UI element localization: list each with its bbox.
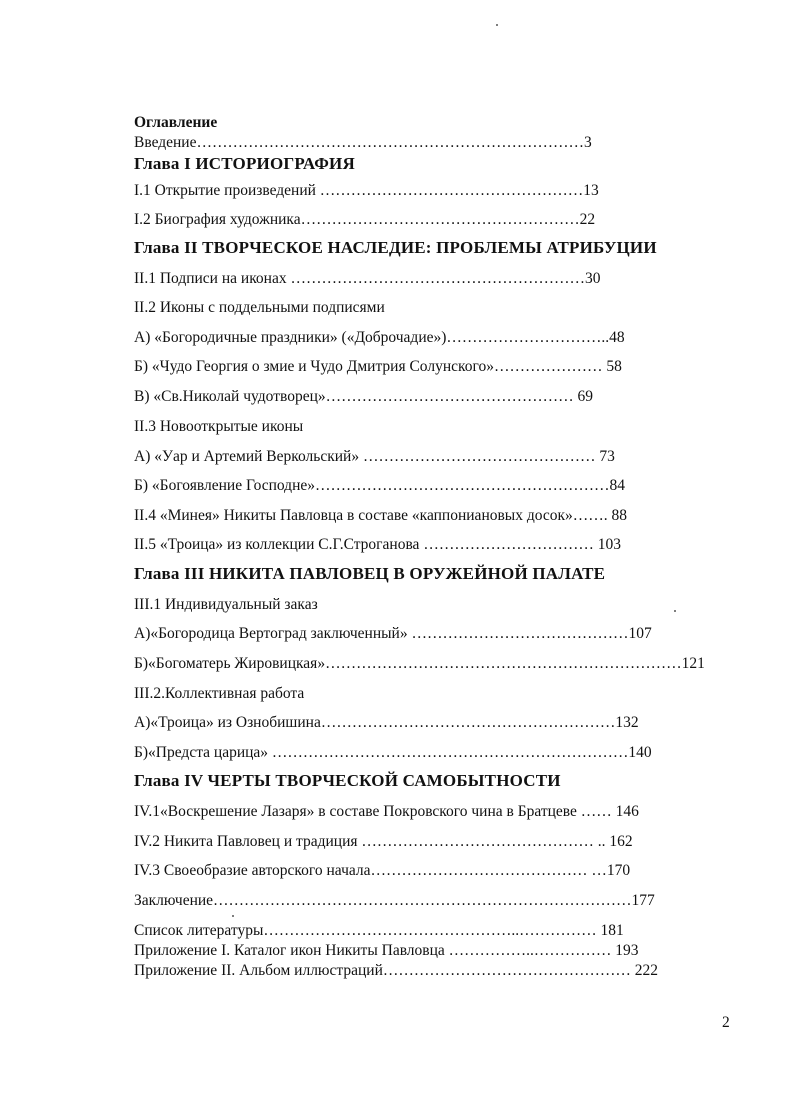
scan-speck <box>674 610 676 612</box>
toc-entry-3-1-a: А)«Богородица Вертоград заключенный» ……………………………………107 <box>134 625 652 642</box>
scan-speck <box>496 24 498 26</box>
toc-entry-4-2: IV.2 Никита Павловец и традиция ……………………………………… .. 162 <box>134 833 633 850</box>
toc-entry-2-2-a: А) «Богородичные праздники» («Доброчадие»)…………………………..48 <box>134 329 625 346</box>
toc-chapter-1-heading: Глава I ИСТОРИОГРАФИЯ <box>134 154 355 173</box>
toc-entry-3-2-a: А)«Троица» из Ознобишина…………………………………………………132 <box>134 714 639 731</box>
toc-entry-2-2-c: В) «Св.Николай чудотворец»………………………………………… 69 <box>134 388 594 405</box>
toc-chapter-2-heading: Глава II ТВОРЧЕСКОЕ НАСЛЕДИЕ: ПРОБЛЕМЫ АТРИБУЦИИ <box>134 238 657 257</box>
toc-entry-1-1: I.1 Открытие произведений ……………………………………………13 <box>134 182 599 199</box>
toc-entry-2-3-b: Б) «Богоявление Господне»…………………………………………………84 <box>134 477 625 494</box>
scan-speck <box>232 915 234 917</box>
toc-entry-2-5: II.5 «Троица» из коллекции С.Г.Строганова …………………………… 103 <box>134 536 621 553</box>
toc-entry-appendix-2: Приложение II. Альбом иллюстраций………………………………………… 222 <box>134 962 658 979</box>
toc-entry-bibliography: Список литературы…………………………………………..…………… 181 <box>134 922 624 939</box>
toc-entry-appendix-1: Приложение I. Каталог икон Никиты Павловца ……………..…………… 193 <box>134 942 639 959</box>
toc-entry-1-2: I.2 Биография художника………………………………………………22 <box>134 211 596 228</box>
toc-entry-3-2-b: Б)«Предста царица» ……………………………………………………………140 <box>134 744 652 761</box>
toc-entry-2-3: II.3 Новооткрытые иконы <box>134 418 304 435</box>
toc-chapter-4-heading: Глава IV ЧЕРТЫ ТВОРЧЕСКОЙ САМОБЫТНОСТИ <box>134 771 561 790</box>
toc-title: Оглавление <box>134 114 218 131</box>
toc-chapter-3-heading: Глава III НИКИТА ПАВЛОВЕЦ В ОРУЖЕЙНОЙ ПАЛАТЕ <box>134 564 606 583</box>
toc-entry-2-2: II.2 Иконы с поддельными подписями <box>134 299 385 316</box>
toc-entry-introduction: Введение…………………………………………………………………3 <box>134 134 592 151</box>
toc-entry-conclusion: Заключение………………………………………………………………………177 <box>134 892 655 909</box>
toc-entry-3-2: III.2.Коллективная работа <box>134 685 305 702</box>
toc-entry-2-2-b: Б) «Чудо Георгия о змие и Чудо Дмитрия Солунского»………………… 58 <box>134 358 622 375</box>
toc-entry-4-3: IV.3 Своеобразие авторского начала…………………………………… …170 <box>134 862 631 879</box>
toc-entry-3-1-b: Б)«Богоматерь Жировицкая»……………………………………………………………121 <box>134 655 705 672</box>
toc-entry-4-1: IV.1«Воскрешение Лазаря» в составе Покровского чина в Братцеве …… 146 <box>134 803 639 820</box>
page-number: 2 <box>722 1014 730 1031</box>
toc-entry-2-3-a: А) «Уар и Артемий Веркольский» ……………………………………… 73 <box>134 448 615 465</box>
toc-entry-3-1: III.1 Индивидуальный заказ <box>134 596 318 613</box>
toc-entry-2-4: II.4 «Минея» Никиты Павловца в составе «каппониановых досок»……. 88 <box>134 507 628 524</box>
toc-entry-2-1: II.1 Подписи на иконах …………………………………………………30 <box>134 270 601 287</box>
